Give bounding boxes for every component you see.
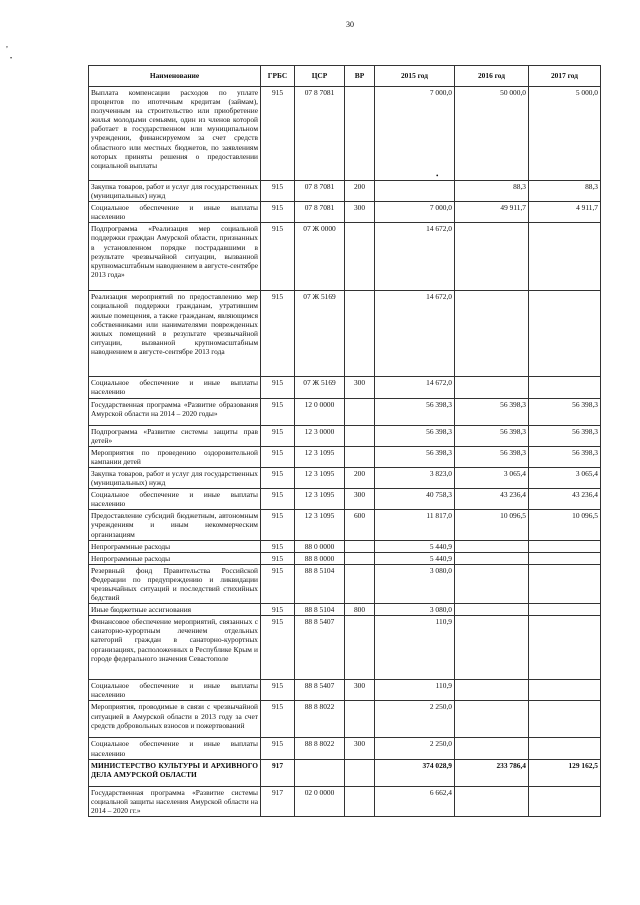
row-2015-cell: 56 398,3 bbox=[375, 446, 455, 467]
row-2017-cell bbox=[529, 616, 601, 680]
header-vr: ВР bbox=[345, 66, 375, 87]
row-2016-cell: 56 398,3 bbox=[455, 398, 529, 425]
row-csr-cell: 88 0 0000 bbox=[295, 540, 345, 552]
table-row bbox=[89, 701, 601, 738]
row-vr-cell: 200 bbox=[345, 467, 375, 488]
row-2016-cell bbox=[455, 540, 529, 552]
row-csr-cell: 12 3 0000 bbox=[295, 425, 345, 446]
row-csr-cell: 07 8 7081 bbox=[295, 181, 345, 202]
row-vr-cell: 200 bbox=[345, 181, 375, 202]
row-2017-cell: 56 398,3 bbox=[529, 425, 601, 446]
row-2017-cell bbox=[529, 564, 601, 603]
row-2015-cell: 56 398,3 bbox=[375, 425, 455, 446]
row-2016-cell: 43 236,4 bbox=[455, 489, 529, 510]
row-2017-cell bbox=[529, 377, 601, 398]
row-name-cell: Социальное обеспечение и иные выплаты населению bbox=[89, 489, 261, 510]
table-row bbox=[89, 181, 601, 202]
row-grbs-cell: 915 bbox=[261, 564, 295, 603]
row-2015-cell: 5 440,9 bbox=[375, 552, 455, 564]
row-2016-cell: 56 398,3 bbox=[455, 425, 529, 446]
row-name-cell: Подпрограмма «Реализация мер социальной поддержки граждан Амурской области, признанных в установленном порядке пострадавшими в результате чрезвычайной ситуации, вызванной крупномасштабным наводнением в августе-сентябре 2013 года» bbox=[89, 223, 261, 291]
row-vr-cell bbox=[345, 446, 375, 467]
row-2016-cell bbox=[455, 223, 529, 291]
row-2015-cell: 7 000,0 bbox=[375, 202, 455, 223]
table-row bbox=[89, 202, 601, 223]
table-row bbox=[89, 552, 601, 564]
table-row bbox=[89, 510, 601, 540]
row-vr-cell bbox=[345, 759, 375, 786]
row-2016-cell: 50 000,0 bbox=[455, 87, 529, 181]
row-vr-cell: 300 bbox=[345, 738, 375, 759]
table-row bbox=[89, 87, 601, 181]
row-vr-cell bbox=[345, 425, 375, 446]
row-2015-cell: 374 028,9 bbox=[375, 759, 455, 786]
row-2015-cell: 14 672,0 bbox=[375, 223, 455, 291]
row-grbs-cell: 915 bbox=[261, 604, 295, 616]
row-2017-cell: 56 398,3 bbox=[529, 446, 601, 467]
row-csr-cell: 02 0 0000 bbox=[295, 786, 345, 816]
row-csr-cell: 88 8 5407 bbox=[295, 680, 345, 701]
scan-mark: • bbox=[436, 172, 439, 180]
table-body bbox=[89, 87, 601, 817]
row-name-cell: Закупка товаров, работ и услуг для государственных (муниципальных) нужд bbox=[89, 181, 261, 202]
table-row bbox=[89, 223, 601, 291]
table-row bbox=[89, 540, 601, 552]
row-2016-cell bbox=[455, 680, 529, 701]
row-2015-cell: 7 000,0 bbox=[375, 87, 455, 181]
row-csr-cell: 07 Ж 0000 bbox=[295, 223, 345, 291]
row-name-cell: Иные бюджетные ассигнования bbox=[89, 604, 261, 616]
row-2017-cell bbox=[529, 291, 601, 377]
row-name-cell: Государственная программа «Развитие системы социальной защиты населения Амурской области на 2014 – 2020 гг.» bbox=[89, 786, 261, 816]
row-2016-cell: 233 786,4 bbox=[455, 759, 529, 786]
row-grbs-cell: 915 bbox=[261, 87, 295, 181]
row-vr-cell: 800 bbox=[345, 604, 375, 616]
row-name-cell: Закупка товаров, работ и услуг для государственных (муниципальных) нужд bbox=[89, 467, 261, 488]
row-vr-cell bbox=[345, 291, 375, 377]
row-csr-cell: 88 8 5104 bbox=[295, 564, 345, 603]
scan-mark: • bbox=[10, 56, 13, 62]
row-csr-cell: 88 8 5407 bbox=[295, 616, 345, 680]
row-csr-cell: 12 3 1095 bbox=[295, 467, 345, 488]
page-number: 30 bbox=[346, 20, 354, 29]
row-grbs-cell: 915 bbox=[261, 738, 295, 759]
table-row bbox=[89, 467, 601, 488]
row-2015-cell: 2 250,0 bbox=[375, 701, 455, 738]
row-2017-cell: 10 096,5 bbox=[529, 510, 601, 540]
row-2016-cell: 88,3 bbox=[455, 181, 529, 202]
row-2017-cell bbox=[529, 786, 601, 816]
row-grbs-cell: 915 bbox=[261, 540, 295, 552]
row-grbs-cell: 917 bbox=[261, 786, 295, 816]
table-row bbox=[89, 398, 601, 425]
row-vr-cell bbox=[345, 552, 375, 564]
row-grbs-cell: 917 bbox=[261, 759, 295, 786]
row-2016-cell bbox=[455, 616, 529, 680]
row-name-cell: МИНИСТЕРСТВО КУЛЬТУРЫ И АРХИВНОГО ДЕЛА АМУРСКОЙ ОБЛАСТИ bbox=[89, 759, 261, 786]
row-csr-cell: 07 Ж 5169 bbox=[295, 377, 345, 398]
row-2015-cell: 3 080,0 bbox=[375, 604, 455, 616]
table-row bbox=[89, 680, 601, 701]
row-vr-cell: 300 bbox=[345, 377, 375, 398]
row-grbs-cell: 915 bbox=[261, 377, 295, 398]
row-grbs-cell: 915 bbox=[261, 202, 295, 223]
row-grbs-cell: 915 bbox=[261, 223, 295, 291]
row-vr-cell bbox=[345, 223, 375, 291]
row-grbs-cell: 915 bbox=[261, 398, 295, 425]
row-2016-cell bbox=[455, 291, 529, 377]
row-2016-cell bbox=[455, 738, 529, 759]
row-name-cell: Реализация мероприятий по предоставлению мер социальной поддержки гражданам, утратившим жилые помещения, а также гражданам, являющимся собственниками или нанимателями поврежденных жилых помещений в результате чрезвычайной ситуации, вызванной крупномасштабным наводнением в августе-сентябре 2013 года bbox=[89, 291, 261, 377]
row-2016-cell: 10 096,5 bbox=[455, 510, 529, 540]
row-grbs-cell: 915 bbox=[261, 291, 295, 377]
table-row bbox=[89, 377, 601, 398]
row-name-cell: Подпрограмма «Развитие системы защиты прав детей» bbox=[89, 425, 261, 446]
row-grbs-cell: 915 bbox=[261, 701, 295, 738]
row-grbs-cell: 915 bbox=[261, 680, 295, 701]
row-2015-cell: 110,9 bbox=[375, 680, 455, 701]
row-2015-cell: 11 817,0 bbox=[375, 510, 455, 540]
header-2017: 2017 год bbox=[529, 66, 601, 87]
row-csr-cell: 88 8 5104 bbox=[295, 604, 345, 616]
table-row bbox=[89, 489, 601, 510]
row-2015-cell: 6 662,4 bbox=[375, 786, 455, 816]
row-grbs-cell: 915 bbox=[261, 446, 295, 467]
row-2015-cell: 56 398,3 bbox=[375, 398, 455, 425]
row-vr-cell bbox=[345, 540, 375, 552]
row-2016-cell bbox=[455, 604, 529, 616]
row-2017-cell bbox=[529, 540, 601, 552]
row-grbs-cell: 915 bbox=[261, 552, 295, 564]
row-name-cell: Социальное обеспечение и иные выплаты населению bbox=[89, 680, 261, 701]
row-2017-cell bbox=[529, 552, 601, 564]
row-name-cell: Предоставление субсидий бюджетным, автономным учреждениям и иным некоммерческим организациям bbox=[89, 510, 261, 540]
table-row bbox=[89, 291, 601, 377]
table-row bbox=[89, 786, 601, 816]
scan-mark: , bbox=[6, 40, 8, 49]
row-csr-cell bbox=[295, 759, 345, 786]
row-2016-cell bbox=[455, 377, 529, 398]
row-vr-cell bbox=[345, 786, 375, 816]
row-name-cell: Социальное обеспечение и иные выплаты населению bbox=[89, 377, 261, 398]
table-row bbox=[89, 446, 601, 467]
row-2015-cell: 5 440,9 bbox=[375, 540, 455, 552]
header-name: Наименование bbox=[89, 66, 261, 87]
row-2015-cell: 3 080,0 bbox=[375, 564, 455, 603]
row-2015-cell: 3 823,0 bbox=[375, 467, 455, 488]
table-row bbox=[89, 564, 601, 603]
row-2017-cell bbox=[529, 223, 601, 291]
row-grbs-cell: 915 bbox=[261, 616, 295, 680]
row-2015-cell: 40 758,3 bbox=[375, 489, 455, 510]
row-2017-cell: 56 398,3 bbox=[529, 398, 601, 425]
row-2016-cell bbox=[455, 786, 529, 816]
row-name-cell: Мероприятия, проводимые в связи с чрезвычайной ситуацией в Амурской области в 2013 году за счет средств добровольных взносов и пожертвований bbox=[89, 701, 261, 738]
header-2015: 2015 год bbox=[375, 66, 455, 87]
row-2017-cell bbox=[529, 680, 601, 701]
row-2017-cell: 4 911,7 bbox=[529, 202, 601, 223]
row-2017-cell: 43 236,4 bbox=[529, 489, 601, 510]
row-2016-cell bbox=[455, 564, 529, 603]
row-name-cell: Непрограммные расходы bbox=[89, 540, 261, 552]
table-row bbox=[89, 616, 601, 680]
budget-table bbox=[88, 65, 601, 817]
row-vr-cell bbox=[345, 616, 375, 680]
row-vr-cell: 300 bbox=[345, 202, 375, 223]
row-vr-cell: 300 bbox=[345, 489, 375, 510]
table-row bbox=[89, 425, 601, 446]
row-csr-cell: 12 3 1095 bbox=[295, 510, 345, 540]
row-vr-cell: 300 bbox=[345, 680, 375, 701]
row-2017-cell: 3 065,4 bbox=[529, 467, 601, 488]
row-grbs-cell: 915 bbox=[261, 510, 295, 540]
row-2016-cell: 56 398,3 bbox=[455, 446, 529, 467]
row-csr-cell: 88 8 0000 bbox=[295, 552, 345, 564]
row-name-cell: Финансовое обеспечение мероприятий, связанных с санаторно-курортным лечением отдельных категорий граждан в санаторно-курортных организациях, расположенных в Республике Крым и городе федерального значения Севастополе bbox=[89, 616, 261, 680]
row-2015-cell: 14 672,0 bbox=[375, 291, 455, 377]
row-vr-cell: 600 bbox=[345, 510, 375, 540]
row-name-cell: Государственная программа «Развитие образования Амурской области на 2014 – 2020 годы» bbox=[89, 398, 261, 425]
header-2016: 2016 год bbox=[455, 66, 529, 87]
row-vr-cell bbox=[345, 398, 375, 425]
table-row bbox=[89, 738, 601, 759]
row-2016-cell bbox=[455, 701, 529, 738]
row-2016-cell: 49 911,7 bbox=[455, 202, 529, 223]
row-2017-cell: 129 162,5 bbox=[529, 759, 601, 786]
row-name-cell: Непрограммные расходы bbox=[89, 552, 261, 564]
table-row bbox=[89, 759, 601, 786]
row-vr-cell bbox=[345, 564, 375, 603]
row-grbs-cell: 915 bbox=[261, 489, 295, 510]
row-2015-cell: 2 250,0 bbox=[375, 738, 455, 759]
row-name-cell: Социальное обеспечение и иные выплаты населению bbox=[89, 202, 261, 223]
row-csr-cell: 07 8 7081 bbox=[295, 87, 345, 181]
header-grbs: ГРБС bbox=[261, 66, 295, 87]
row-2015-cell bbox=[375, 181, 455, 202]
row-2015-cell: 14 672,0 bbox=[375, 377, 455, 398]
row-csr-cell: 12 3 1095 bbox=[295, 489, 345, 510]
row-csr-cell: 07 Ж 5169 bbox=[295, 291, 345, 377]
row-2017-cell bbox=[529, 701, 601, 738]
row-csr-cell: 12 0 0000 bbox=[295, 398, 345, 425]
row-2017-cell: 88,3 bbox=[529, 181, 601, 202]
row-2017-cell bbox=[529, 604, 601, 616]
row-csr-cell: 88 8 8022 bbox=[295, 738, 345, 759]
row-name-cell: Выплата компенсации расходов по уплате процентов по ипотечным кредитам (займам), полученным на строительство или приобретение жилья молодыми семьями, один из членов которой работает в государственном или муниципальном учреждении, финансируемом за счет средств областного или местных бюджетов, по заявлениям которых приняты решения о предоставлении социальной выплаты bbox=[89, 87, 261, 181]
row-2015-cell: 110,9 bbox=[375, 616, 455, 680]
row-vr-cell bbox=[345, 87, 375, 181]
row-2017-cell bbox=[529, 738, 601, 759]
table-header-row bbox=[89, 66, 601, 87]
row-vr-cell bbox=[345, 701, 375, 738]
row-2016-cell: 3 065,4 bbox=[455, 467, 529, 488]
row-csr-cell: 88 8 8022 bbox=[295, 701, 345, 738]
row-2017-cell: 5 000,0 bbox=[529, 87, 601, 181]
row-csr-cell: 07 8 7081 bbox=[295, 202, 345, 223]
table-row bbox=[89, 604, 601, 616]
row-2016-cell bbox=[455, 552, 529, 564]
row-name-cell: Мероприятия по проведению оздоровительной кампании детей bbox=[89, 446, 261, 467]
row-grbs-cell: 915 bbox=[261, 181, 295, 202]
header-csr: ЦСР bbox=[295, 66, 345, 87]
row-name-cell: Социальное обеспечение и иные выплаты населению bbox=[89, 738, 261, 759]
row-grbs-cell: 915 bbox=[261, 467, 295, 488]
row-csr-cell: 12 3 1095 bbox=[295, 446, 345, 467]
row-name-cell: Резервный фонд Правительства Российской Федерации по предупреждению и ликвидации чрезвычайных ситуаций и последствий стихийных бедствий bbox=[89, 564, 261, 603]
row-grbs-cell: 915 bbox=[261, 425, 295, 446]
